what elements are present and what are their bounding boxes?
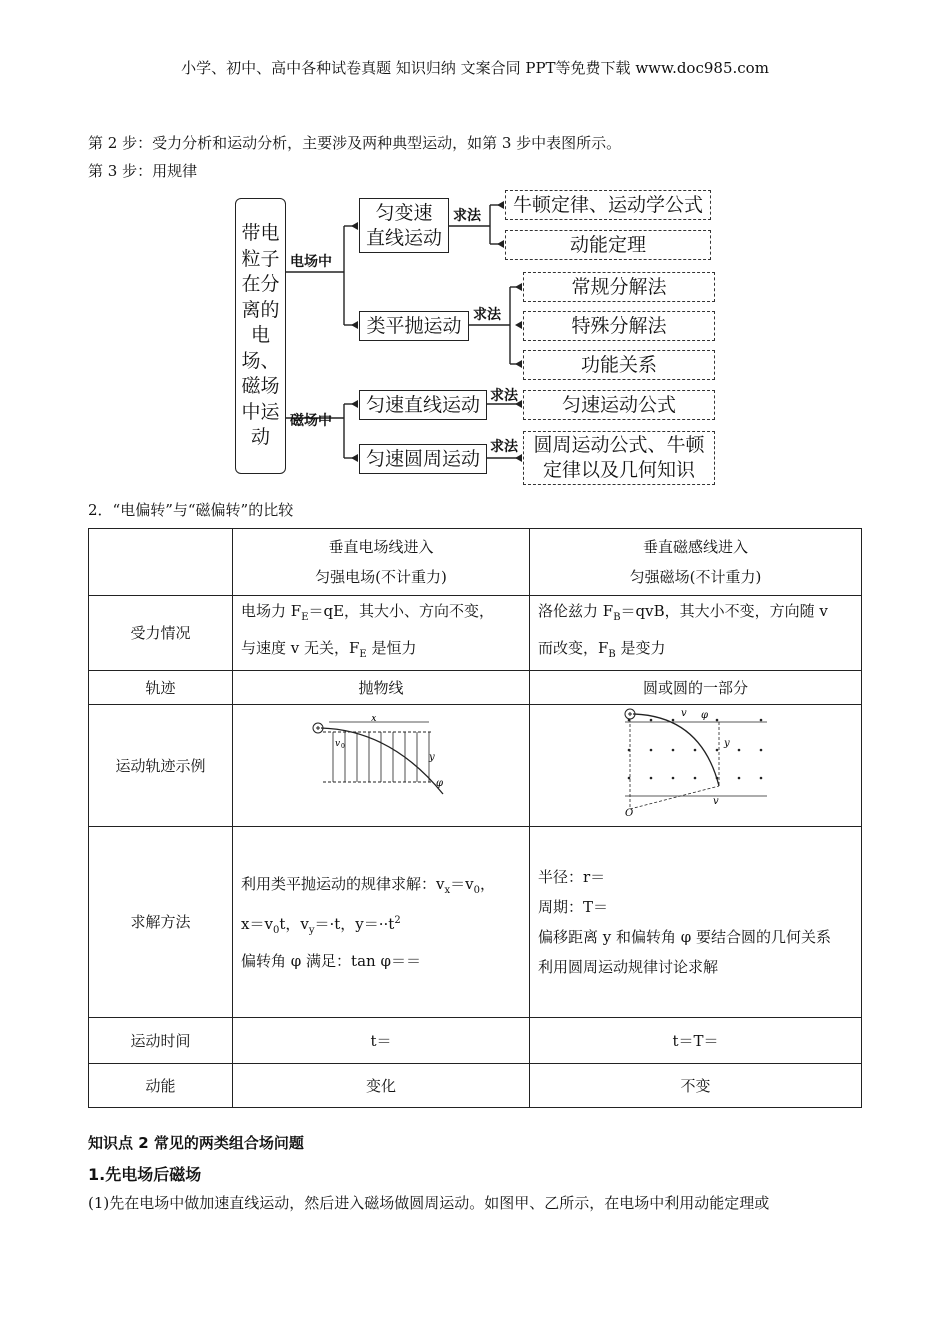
force-magnetic: 洛伦兹力 $F_B=qvB$，其大小不变，方向随 v 而改变，$F_B$ 是变力: [530, 596, 862, 671]
table-row: [89, 671, 862, 705]
subsection-title: 1.先电场后磁场: [88, 1165, 202, 1184]
force-electric: 电场力 $F_E=qE$，其大小、方向不变， 与速度 v 无关，$F_E$ 是恒力: [233, 596, 530, 671]
svg-text:x: x: [371, 715, 377, 724]
method-label-4: 求法: [490, 439, 518, 455]
electric-field-label: 电场中: [290, 254, 332, 270]
method-electric: 利用类平抛运动的规律求解：$v_x=v_0$， $x=v_0t$，$v_y=\cdot t$，$y=\cdot\cdot t^2$ 偏转角 φ 满足：tan φ＝＝: [233, 827, 530, 1018]
method-label: 求解方法: [89, 827, 233, 1018]
deflection-comparison-table: [88, 528, 862, 1108]
svg-text:0: 0: [341, 742, 345, 750]
svg-text:φ: φ: [700, 709, 708, 721]
force-label: 受力情况: [89, 596, 233, 671]
result-regular-decomp-box: 常规分解法: [523, 272, 715, 302]
compare-title: 2．“电偏转”与“磁偏转”的比较: [88, 501, 294, 519]
table-row: [89, 705, 862, 827]
motion-uniform-accel-box: 匀变速 直线运动: [359, 198, 449, 253]
table-row: [89, 827, 862, 1018]
table-row: [89, 596, 862, 671]
table-row: [89, 1018, 862, 1064]
step2-text: 第 2 步：受力分析和运动分析，主要涉及两种典型运动，如第 3 步中表图所示。: [88, 134, 622, 152]
result-special-decomp-box: 特殊分解法: [523, 311, 715, 341]
paragraph-text: (1)先在电场中做加速直线运动，然后进入磁场做圆周运动。如图甲、乙所示，在电场中利用动能定理或: [88, 1194, 770, 1212]
method-label-2: 求法: [473, 307, 501, 323]
time-electric: t＝: [233, 1018, 530, 1064]
knowledge-point-title: 知识点 2 常见的两类组合场问题: [88, 1134, 304, 1152]
motion-uniform-linear-box: 匀速直线运动: [359, 390, 487, 420]
track-electric: 抛物线: [233, 671, 530, 705]
ke-label: 动能: [89, 1064, 233, 1108]
motion-uniform-circular-box: 匀速圆周运动: [359, 444, 487, 474]
method-flowchart: [0, 0, 950, 500]
result-circular-box: 圆周运动公式、牛顿 定律以及几何知识: [523, 431, 715, 485]
method-label-1: 求法: [453, 208, 481, 224]
svg-text:v: v: [712, 795, 719, 807]
page-header: 小学、初中、高中各种试卷真题 知识归纳 文案合同 PPT等免费下载 www.doc985.com: [181, 59, 769, 77]
ke-magnetic: 不变: [530, 1064, 862, 1108]
track-magnetic: 圆或圆的一部分: [530, 671, 862, 705]
time-magnetic: t＝T＝: [530, 1018, 862, 1064]
svg-text:v: v: [335, 738, 341, 749]
result-work-energy-box: 功能关系: [523, 350, 715, 380]
result-newton-box: 牛顿定律、运动学公式: [505, 190, 711, 220]
ke-electric: 变化: [233, 1064, 530, 1108]
header-electric: 垂直电场线进入 匀强电场(不计重力): [233, 529, 530, 596]
example-magnetic: [530, 705, 862, 827]
electric-deflection-diagram: [311, 716, 451, 806]
magnetic-field-label: 磁场中: [290, 413, 332, 429]
table-row: [89, 1064, 862, 1108]
svg-text:O: O: [624, 807, 633, 816]
svg-text:y: y: [723, 737, 730, 749]
header-magnetic: 垂直磁感线进入 匀强磁场(不计重力): [530, 529, 862, 596]
time-label: 运动时间: [89, 1018, 233, 1064]
svg-text:v: v: [680, 707, 687, 719]
result-uniform-formula-box: 匀速运动公式: [523, 390, 715, 420]
flowchart-connectors: [0, 0, 950, 500]
motion-projectile-box: 类平抛运动: [359, 311, 469, 341]
example-electric: [233, 705, 530, 827]
method-label-3: 求法: [490, 388, 518, 404]
svg-text:φ: φ: [436, 777, 444, 789]
example-label: 运动轨迹示例: [89, 705, 233, 827]
magnetic-deflection-diagram: [621, 706, 771, 816]
table-row: [89, 529, 862, 596]
step3-text: 第 3 步：用规律: [88, 162, 198, 180]
result-kinetic-box: 动能定理: [505, 230, 711, 260]
track-label: 轨迹: [89, 671, 233, 705]
flow-root-box: 带电 粒子 在分 离的 电场、 磁场 中运 动: [235, 198, 286, 474]
svg-text:y: y: [429, 751, 435, 763]
method-magnetic: 半径：r＝ 周期：T＝ 偏移距离 y 和偏转角 φ 要结合圆的几何关系 利用圆周运动规律讨论求解: [530, 827, 862, 1018]
